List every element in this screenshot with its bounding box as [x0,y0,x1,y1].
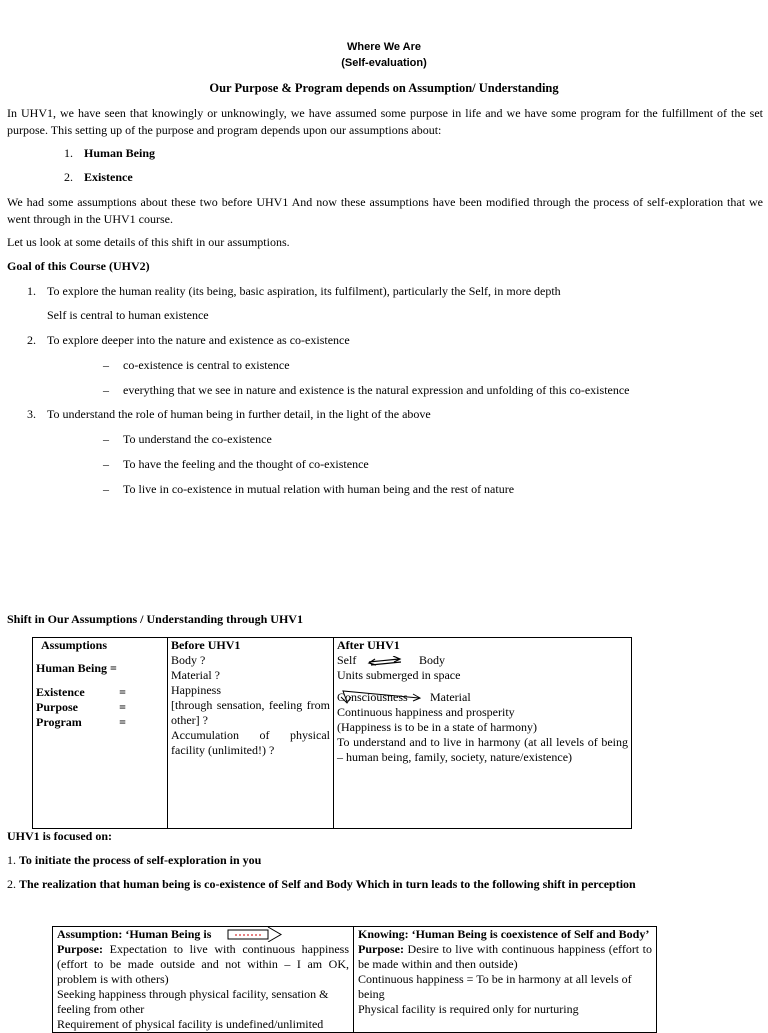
after-uhv1-column: After UHV1 Self Body Units submerged in space Consciousness Material Continuous happiness and prosperity (Happiness is to be in a state of harmony) To understand and to live in harmony (at all levels of being – human being, family, society, nature/existence) [334,638,632,829]
assumption-column: Assumption: ‘Human Being is Purpose: Expectation to live with continuous happiness (effort to be made outside and not within – I am OK, problem is with others) Seeking happiness through physical facility, sensation & feeling from other Requirement of physical facility is undefined/unlimited [53,927,354,1033]
doc-subtitle: (Self-evaluation) [341,57,427,69]
goal-item-3-sub: – To have the feeling and the thought of co-existence [103,457,369,471]
intro-list-item: 2. Existence [64,170,133,184]
bidirectional-arrow-icon [367,656,403,666]
goal-item-1-note: Self is central to human existence [47,308,209,322]
focus-heading: UHV1 is focused on: [7,829,113,843]
goal-item-3-sub: – To live in co-existence in mutual relation with human being and the rest of nature [103,482,515,496]
before-uhv1-column: Before UHV1 Body ? Material ? Happiness [through sensation, feeling from other] ? Accumulation of physical facility (unlimited!) ? [168,638,334,829]
doc-heading: Our Purpose & Program depends on Assumption/ Understanding [209,81,559,95]
shift-heading: Shift in Our Assumptions / Understanding through UHV1 [7,612,303,626]
goal-item-3: 3. To understand the role of human being in further detail, in the light of the above [27,407,431,421]
focus-item-2: 2. The realization that human being is co-existence of Self and Body Which in turn leads to the following shift in perception [7,877,636,891]
assumptions-column: Assumptions Human Being = Existence = Purpose = Program = [33,638,168,829]
perception-shift-table [52,926,657,1033]
intro-paragraph-2: We had some assumptions about these two before UHV1 And now these assumptions have been modified through the process of self-exploration that we went through in the UHV1 course. [7,195,763,226]
assumptions-table [32,637,632,829]
goal-item-2-sub: – co-existence is central to existence [103,358,290,372]
intro-paragraph-1: In UHV1, we have seen that knowingly or unknowingly, we have assumed some purpose in life and we have some program for the fulfillment of the set purpose. This setting up of the purpose and program depends upon our assumptions about: [7,106,763,137]
goal-item-2: 2. To explore deeper into the nature and existence as co-existence [27,333,350,347]
goal-heading: Goal of this Course (UHV2) [7,259,150,273]
goal-item-3-sub: – To understand the co-existence [103,432,272,446]
arrow-right-icon [227,927,283,942]
goal-item-1: 1. To explore the human reality (its being, basic aspiration, its fulfilment), particularly the Self, in more depth [27,284,561,298]
intro-list-item: 1. Human Being [64,146,156,160]
doc-title: Where We Are [347,41,421,53]
goal-item-2-sub: – everything that we see in nature and existence is the natural expression and unfolding of this co-existence [103,383,630,397]
knowing-column: Knowing: ‘Human Being is coexistence of Self and Body’ Purpose: Desire to live with continuous happiness (effort to be made within and then outside) Continuous happiness = To be in harmony at all levels of being Physical facility is required only for nurturing [354,927,657,1033]
intro-paragraph-3: Let us look at some details of this shift in our assumptions. [7,235,290,249]
focus-item-1: 1. To initiate the process of self-exploration in you [7,853,262,867]
